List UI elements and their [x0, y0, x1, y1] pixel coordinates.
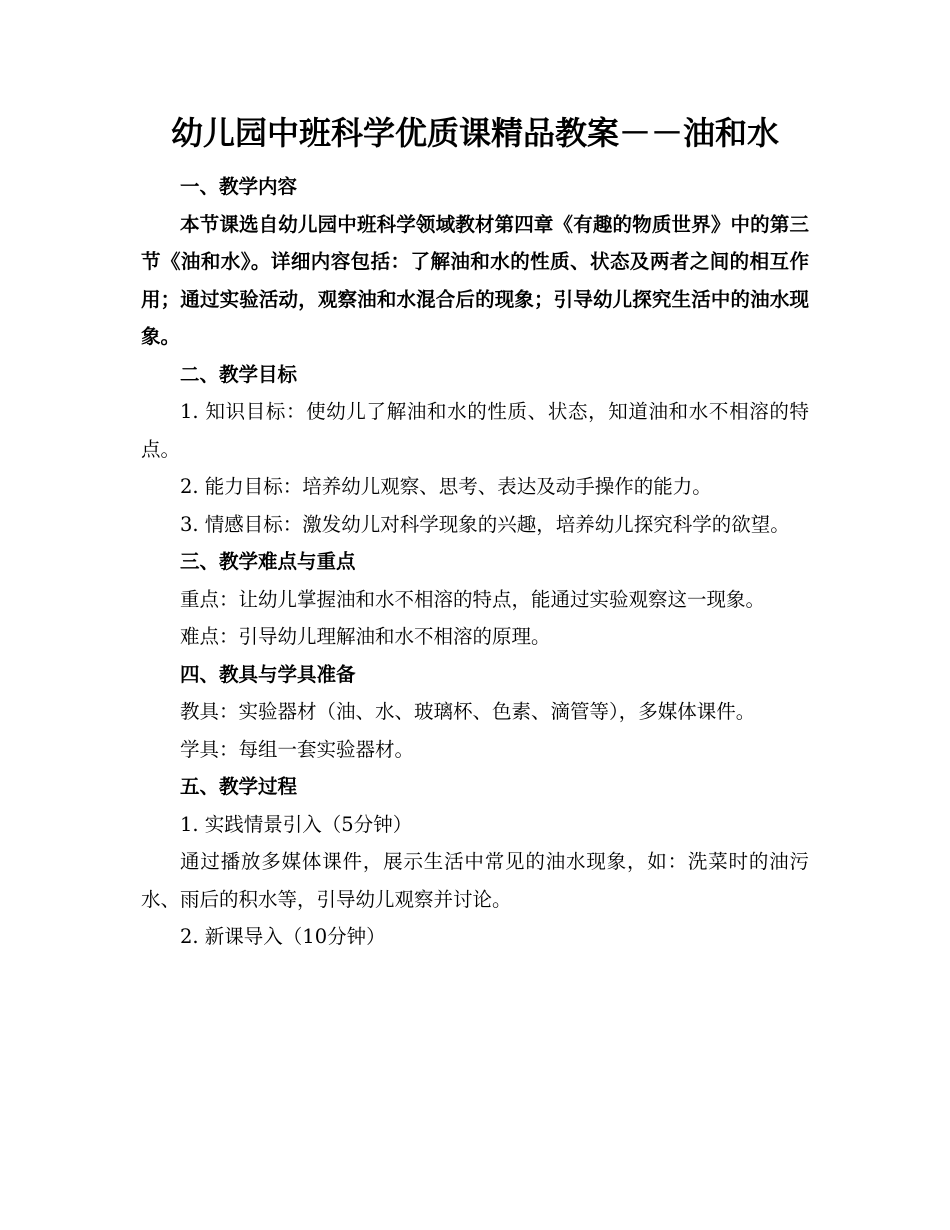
process-step1-body: 通过播放多媒体课件，展示生活中常见的油水现象，如：洗菜时的油污水、雨后的积水等，引导幼儿观察并讨论。	[141, 850, 809, 911]
content-paragraph: 本节课选自幼儿园中班科学领域教材第四章《有趣的物质世界》中的第三节《油和水》。详细内容包括：了解油和水的性质、状态及两者之间的相互作用；通过实验活动，观察油和水混合后的现象；引导幼儿探究生活中的油水现象。	[141, 212, 809, 348]
section-heading-goals: 二、教学目标	[180, 362, 298, 386]
key-point-paragraph: 重点：让幼儿掌握油和水不相溶的特点，能通过实验观察这一现象。	[180, 587, 766, 611]
process-step1-title: 1. 实践情景引入（5分钟）	[180, 812, 413, 836]
document-title: 幼儿园中班科学优质课精品教案－－油和水	[170, 114, 779, 152]
section-heading-key-points: 三、教学难点与重点	[180, 550, 356, 573]
section-heading-content: 一、教学内容	[180, 175, 298, 198]
goal-item-emotion: 3. 情感目标：激发幼儿对科学现象的兴趣，培养幼儿探究科学的欲望。	[180, 512, 790, 536]
student-materials-paragraph: 学具：每组一套实验器材。	[180, 737, 415, 761]
process-step2-title: 2. 新课导入（10分钟）	[180, 925, 386, 948]
difficulty-paragraph: 难点：引导幼儿理解油和水不相溶的原理。	[180, 625, 551, 648]
teacher-materials-paragraph: 教具：实验器材（油、水、玻璃杯、色素、滴管等），多媒体课件。	[180, 700, 756, 723]
document-body	[141, 168, 809, 956]
section-heading-materials: 四、教具与学具准备	[180, 662, 356, 686]
section-heading-process: 五、教学过程	[180, 775, 298, 798]
goal-item-ability: 2. 能力目标：培养幼儿观察、思考、表达及动手操作的能力。	[180, 475, 712, 498]
goal-item-knowledge: 1. 知识目标：使幼儿了解油和水的性质、状态，知道油和水不相溶的特点。	[141, 400, 809, 461]
